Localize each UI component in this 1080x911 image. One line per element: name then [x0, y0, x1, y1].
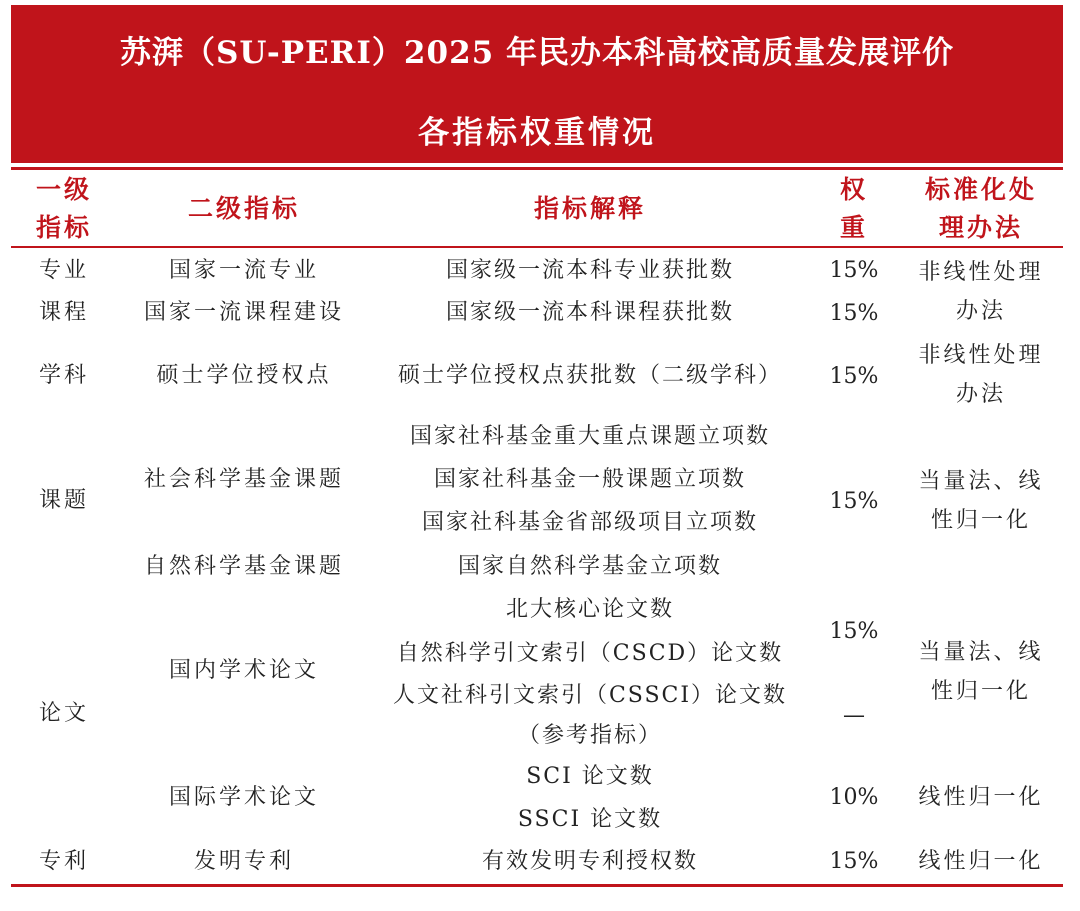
- method-cell: 当量法、线 性归一化: [918, 640, 1044, 704]
- level1-cell: 论文: [38, 701, 89, 726]
- level2-cell: 社会科学基金课题: [143, 467, 344, 492]
- level2-cell: 硕士学位授权点: [156, 363, 332, 388]
- level2-cell: 国家一流专业: [168, 258, 319, 283]
- explain-cell: （参考指标）: [517, 723, 662, 748]
- method-cell: 线性归一化: [918, 849, 1044, 874]
- level2-cell: 发明专利: [193, 849, 294, 874]
- weight-cell: 10%: [829, 785, 879, 810]
- title-line-2: 各指标权重情况: [418, 115, 656, 151]
- method-cell: 线性归一化: [918, 785, 1044, 810]
- level1-cell: 专业: [38, 258, 89, 283]
- explain-cell: 国家自然科学基金立项数: [457, 554, 722, 579]
- explain-cell: SSCI 论文数: [517, 807, 663, 832]
- level1-cell: 课程: [38, 300, 89, 325]
- table-bottom-rule: [11, 884, 1063, 887]
- weight-cell: 15%: [829, 258, 879, 283]
- explain-cell: 北大核心论文数: [505, 597, 674, 622]
- header-weight: 权 重: [839, 175, 868, 242]
- explain-cell: 国家社科基金省部级项目立项数: [421, 510, 758, 535]
- weight-cell: —: [843, 703, 865, 728]
- method-cell: 非线性处理 办法: [918, 260, 1044, 324]
- header-top-rule: [11, 167, 1063, 170]
- level1-cell: 专利: [38, 849, 89, 874]
- explain-cell: 国家级一流本科课程获批数: [445, 300, 734, 325]
- explain-cell: 国家社科基金一般课题立项数: [433, 467, 746, 492]
- header-level2: 二级指标: [187, 194, 300, 223]
- explain-cell: 硕士学位授权点获批数（二级学科）: [397, 363, 782, 388]
- explain-cell: SCI 论文数: [526, 764, 654, 789]
- explain-cell: 国家级一流本科专业获批数: [445, 258, 734, 283]
- explain-cell: 自然科学引文索引（CSCD）论文数: [396, 641, 784, 666]
- weight-cell: 15%: [829, 619, 879, 644]
- header-method: 标准化处 理办法: [924, 175, 1037, 242]
- explain-cell: 人文社科引文索引（CSSCI）论文数: [392, 683, 788, 708]
- level1-cell: 学科: [38, 363, 89, 388]
- title-line-1: 苏湃（SU-PERI）2025 年民办本科高校高质量发展评价: [119, 35, 954, 71]
- level2-cell: 国家一流课程建设: [143, 300, 344, 325]
- level1-cell: 课题: [38, 488, 89, 513]
- method-cell: 非线性处理 办法: [918, 343, 1044, 407]
- level2-cell: 自然科学基金课题: [143, 554, 344, 579]
- title-banner: [11, 5, 1063, 163]
- weight-cell: 15%: [829, 489, 879, 514]
- weight-cell: 15%: [829, 849, 879, 874]
- method-cell: 当量法、线 性归一化: [918, 469, 1044, 533]
- level2-cell: 国际学术论文: [168, 785, 319, 810]
- explain-cell: 国家社科基金重大重点课题立项数: [409, 424, 770, 449]
- header-explain: 指标解释: [533, 194, 646, 223]
- explain-cell: 有效发明专利授权数: [481, 849, 698, 874]
- header-level1: 一级 指标: [35, 175, 92, 242]
- level2-cell: 国内学术论文: [168, 658, 319, 683]
- weight-cell: 15%: [829, 364, 879, 389]
- weight-cell: 15%: [829, 301, 879, 326]
